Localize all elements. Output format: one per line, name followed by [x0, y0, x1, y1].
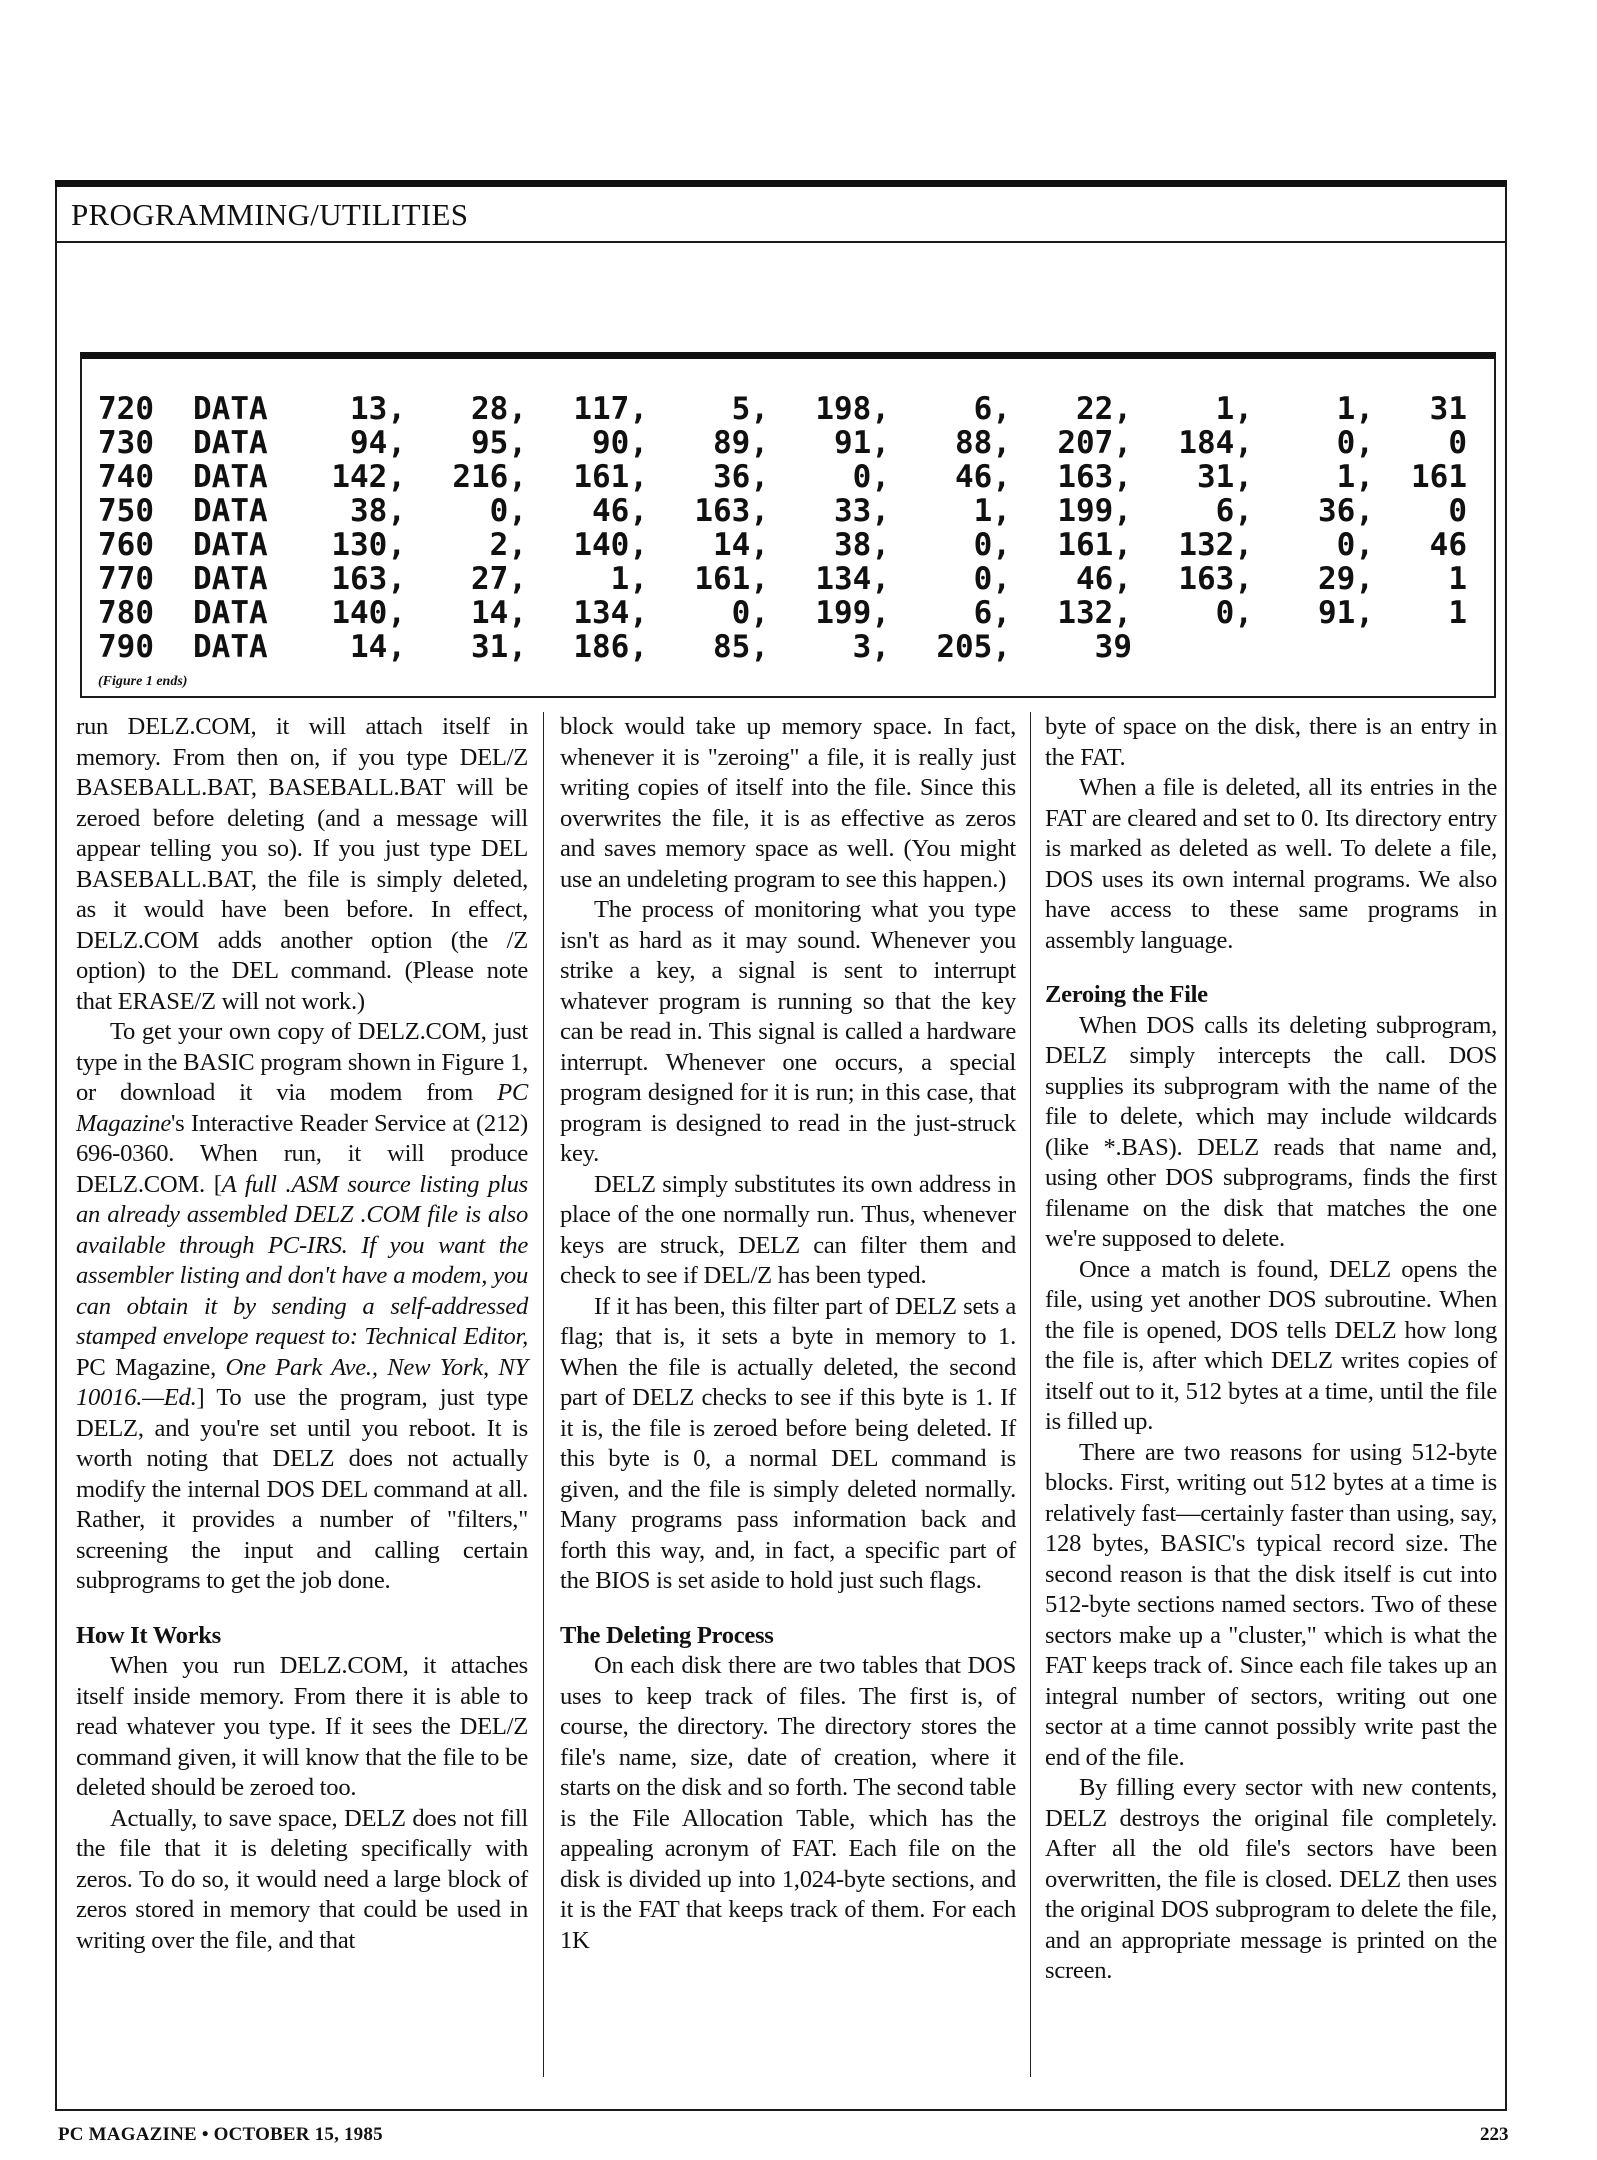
section-header: [55, 187, 1507, 243]
data-value: 14,: [471, 595, 527, 631]
listing-row: [98, 562, 1467, 596]
data-value: 0: [1448, 425, 1467, 461]
data-value: 186,: [573, 629, 648, 665]
data-value: 31,: [1197, 459, 1253, 495]
data-value: 31: [1429, 391, 1467, 427]
data-value: 13,: [350, 391, 406, 427]
data-value: 38,: [834, 527, 890, 563]
column-rule: [1030, 712, 1031, 2077]
paragraph: Actually, to save space, DELZ does not fill the file that it is deleting specifically with zeros. To do so, it would need a large block of zeros stored in memory that could be used in writing over the file, and that: [76, 1804, 528, 1954]
subheading-deleting-process: The Deleting Process: [560, 1621, 774, 1649]
paragraph: On each disk there are two tables that DOS uses to keep track of files. The first is, of course, the directory. The directory stores the file's name, size, date of creation, where it starts on the disk and so forth. The second table is the File Allocation Table, which has the appealing acronym of FAT. Each file on the disk is divided up into 1,024-byte sections, and it is the FAT that keeps track of them. For each 1K: [560, 1652, 1016, 1954]
line-number: 760: [98, 527, 154, 563]
basic-listing: [80, 352, 1496, 698]
data-value: 161: [1411, 459, 1467, 495]
data-value: 132,: [1178, 527, 1253, 563]
article-column-3: [1045, 712, 1497, 1987]
paragraph: To get your own copy of DELZ.COM, just type in the BASIC program shown in Figure 1, or download it via modem from PC Magazine's Interactive Reader Service at (212) 696-0360. When run, it will produce DELZ.COM. [A full .ASM source listing plus an already assembled DELZ .COM file is also available through PC-IRS. If you want the assembler listing and don't have a modem, you can obtain it by sending a self-addressed stamped envelope request to: Technical Editor, PC Magazine, One Park Ave., New York, NY 10016.—Ed.] To use the program, just type DELZ, and you're set until you reboot. It is worth noting that DELZ does not actually modify the internal DOS DEL command at all. Rather, it provides a number of "filters," screening the input and calling certain subprograms to get the job done.: [76, 1018, 528, 1594]
data-value: 0,: [1215, 595, 1253, 631]
data-value: 163,: [1178, 561, 1253, 597]
data-value: 89,: [713, 425, 769, 461]
paragraph: The process of monitoring what you type isn't as hard as it may sound. Whenever you strike a key, a signal is sent to interrupt whatever program is running so that the key can be read in. This signal is called a hardware interrupt. Whenever one occurs, a special program designed for it is run; in this case, that program is designed to read in the just-struck key.: [560, 896, 1016, 1167]
data-keyword: DATA: [193, 459, 268, 495]
data-value: 140,: [331, 595, 406, 631]
paragraph: When you run DELZ.COM, it attaches itself inside memory. From there it is able to read whatever you type. If it sees the DEL/Z command given, it will know that the file to be deleted should be zeroed too.: [76, 1652, 528, 1801]
section-title: PROGRAMMING/UTILITIES: [71, 197, 469, 232]
paragraph: run DELZ.COM, it will attach itself in memory. From then on, if you type DEL/Z BASEBALL.BAT, BASEBALL.BAT will be zeroed before deleting (and a message will appear telling you so). If you just type DEL BASEBALL.BAT, the file is simply deleted, as it would have been before. In effect, DELZ.COM adds another option (the /Z option) to the DEL command. (Please note that ERASE/Z will not work.): [76, 713, 528, 1015]
data-value: 46: [1429, 527, 1467, 563]
paragraph: DELZ simply substitutes its own address in place of the one normally run. Thus, whenever keys are struck, DELZ can filter them and check to see if DEL/Z has been typed.: [560, 1170, 1016, 1289]
data-value: 199,: [815, 595, 890, 631]
figure-note: (Figure 1 ends): [98, 674, 188, 689]
data-value: 46,: [955, 459, 1011, 495]
data-value: 134,: [573, 595, 648, 631]
data-value: 207,: [1057, 425, 1132, 461]
listing-row: [98, 426, 1467, 460]
data-value: 95,: [471, 425, 527, 461]
data-value: 6,: [973, 595, 1011, 631]
data-value: 90,: [592, 425, 648, 461]
paragraph: Once a match is found, DELZ opens the file, using yet another DOS subroutine. When the file is opened, DOS tells DELZ how long the file is, after which DELZ writes copies of itself out to it, 512 bytes at a time, until the file is filled up.: [1045, 1255, 1497, 1435]
data-value: 46,: [1076, 561, 1132, 597]
line-number: 720: [98, 391, 154, 427]
data-value: 28,: [471, 391, 527, 427]
data-value: 205,: [936, 629, 1011, 665]
data-value: 27,: [471, 561, 527, 597]
data-keyword: DATA: [193, 493, 268, 529]
data-value: 91,: [834, 425, 890, 461]
listing-row: [98, 596, 1467, 630]
data-value: [1132, 630, 1253, 664]
data-value: 216,: [452, 459, 527, 495]
data-value: 1,: [1336, 459, 1374, 495]
data-value: 163,: [1057, 459, 1132, 495]
data-value: 161,: [694, 561, 769, 597]
article-column-1: [76, 712, 528, 1956]
data-value: 88,: [955, 425, 1011, 461]
data-value: 0,: [731, 595, 769, 631]
data-value: 163,: [694, 493, 769, 529]
data-value: 39: [1094, 629, 1132, 665]
data-keyword: DATA: [193, 527, 268, 563]
data-value: 142,: [331, 459, 406, 495]
paragraph: If it has been, this filter part of DELZ sets a flag; that is, it sets a byte in memory to 1. When the file is actually deleted, the second part of DELZ checks to see if this byte is 1. If it is, the file is zeroed before being deleted. If this byte is 0, a normal DEL command is given, and the file is simply deleted normally. Many programs pass information back and forth this way, and, in fact, a specific part of the BIOS is set aside to hold just such flags.: [560, 1292, 1016, 1594]
listing-row: [98, 392, 1467, 426]
line-number: 770: [98, 561, 154, 597]
subheading-how-it-works: How It Works: [76, 1621, 221, 1649]
data-value: 29,: [1318, 561, 1374, 597]
data-value: 36,: [1318, 493, 1374, 529]
data-value: 117,: [573, 391, 648, 427]
data-value: 5,: [731, 391, 769, 427]
data-keyword: DATA: [193, 391, 268, 427]
data-keyword: DATA: [193, 595, 268, 631]
data-value: 94,: [350, 425, 406, 461]
line-number: 790: [98, 629, 154, 665]
data-value: 14,: [713, 527, 769, 563]
data-value: 130,: [331, 527, 406, 563]
data-value: 1,: [973, 493, 1011, 529]
line-number: 730: [98, 425, 154, 461]
data-value: 14,: [350, 629, 406, 665]
footer-magazine: PC MAGAZINE • OCTOBER 15, 1985: [58, 2124, 383, 2145]
data-value: 36,: [713, 459, 769, 495]
data-keyword: DATA: [193, 561, 268, 597]
data-value: 140,: [573, 527, 648, 563]
line-number: 780: [98, 595, 154, 631]
line-number: 740: [98, 459, 154, 495]
top-rule: [55, 180, 1507, 187]
data-value: 134,: [815, 561, 890, 597]
paragraph: byte of space on the disk, there is an entry in the FAT.: [1045, 713, 1497, 771]
data-value: [1253, 630, 1374, 664]
data-value: 0,: [489, 493, 527, 529]
data-value: 163,: [331, 561, 406, 597]
paragraph: By filling every sector with new contents, DELZ destroys the original file completely. After all the old file's sectors have been overwritten, the file is closed. DELZ then uses the original DOS subprogram to delete the file, and an appropriate message is printed on the screen.: [1045, 1774, 1497, 1984]
data-value: 1,: [610, 561, 648, 597]
data-value: 38,: [350, 493, 406, 529]
data-value: 22,: [1076, 391, 1132, 427]
data-value: [1374, 630, 1467, 664]
data-value: 6,: [1215, 493, 1253, 529]
column-rule: [543, 712, 544, 2077]
listing-row: [98, 494, 1467, 528]
data-value: 46,: [592, 493, 648, 529]
data-value: 161,: [1057, 527, 1132, 563]
data-value: 31,: [471, 629, 527, 665]
data-value: 0,: [973, 527, 1011, 563]
data-value: 33,: [834, 493, 890, 529]
data-value: 184,: [1178, 425, 1253, 461]
listing-row: [98, 460, 1467, 494]
paragraph: block would take up memory space. In fact, whenever it is "zeroing" a file, it is really just writing copies of itself into the file. Since this overwrites the file, it is as effective as zeros and saves memory space as well. (You might use an undeleting program to see this happen.): [560, 713, 1016, 893]
data-value: 132,: [1057, 595, 1132, 631]
listing-row: [98, 630, 1467, 664]
line-number: 750: [98, 493, 154, 529]
data-value: 91,: [1318, 595, 1374, 631]
data-table: [98, 392, 1467, 664]
data-value: 0,: [973, 561, 1011, 597]
data-value: 85,: [713, 629, 769, 665]
subheading-zeroing-the-file: Zeroing the File: [1045, 981, 1208, 1008]
article-column-2: [560, 712, 1016, 1956]
data-value: 1: [1448, 561, 1467, 597]
data-value: 0: [1448, 493, 1467, 529]
data-keyword: DATA: [193, 629, 268, 665]
data-value: 0,: [1336, 425, 1374, 461]
data-value: 1: [1448, 595, 1467, 631]
data-value: 2,: [489, 527, 527, 563]
paragraph: There are two reasons for using 512-byte blocks. First, writing out 512 bytes at a time is relatively fast—certainly faster than using, say, 128 bytes, BASIC's typical record size. The second reason is that the disk itself is cut into 512-byte sections named sectors. Two of these sectors make up a "cluster," which is what the FAT keeps track of. Since each file takes up an integral number of sectors, writing out one sector at a time cannot possibly write past the end of the file.: [1045, 1438, 1497, 1771]
data-value: 161,: [573, 459, 648, 495]
data-value: 1,: [1336, 391, 1374, 427]
data-value: 6,: [973, 391, 1011, 427]
data-value: 0,: [852, 459, 890, 495]
paragraph: When a file is deleted, all its entries in the FAT are cleared and set to 0. Its directory entry is marked as deleted as well. To delete a file, DOS uses its own internal programs. We also have access to these same programs in assembly language.: [1045, 774, 1497, 954]
data-keyword: DATA: [193, 425, 268, 461]
data-value: 1,: [1215, 391, 1253, 427]
data-value: 198,: [815, 391, 890, 427]
listing-row: [98, 528, 1467, 562]
data-value: 3,: [852, 629, 890, 665]
paragraph: When DOS calls its deleting subprogram, DELZ simply intercepts the call. DOS supplies its subprogram with the name of the file to delete, which may include wildcards (like *.BAS). DELZ reads that name and, using other DOS subprograms, finds the first filename on the disk that matches the one we're supposed to delete.: [1045, 1011, 1497, 1252]
data-value: 199,: [1057, 493, 1132, 529]
page-number: 223: [1480, 2124, 1509, 2145]
data-value: 0,: [1336, 527, 1374, 563]
